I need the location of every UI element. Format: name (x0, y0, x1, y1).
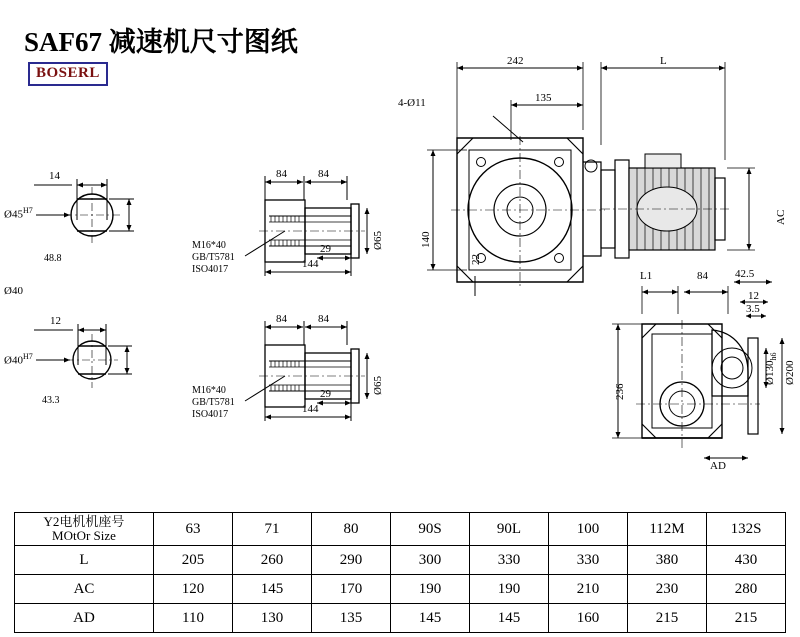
cell-L-5: 330 (549, 546, 628, 575)
side-dim-L1: L1 (640, 270, 653, 282)
shaft-bottom-bore: Ø40 (4, 354, 23, 367)
side-top-dia: Ø65 (372, 231, 384, 250)
shaft-bottom-bore-tol: H7 (22, 352, 33, 361)
shaft-top-key-width: 14 (49, 170, 60, 182)
cell-AD-4: 145 (470, 604, 549, 633)
cell-L-7: 430 (707, 546, 786, 575)
cell-L-4: 330 (470, 546, 549, 575)
table-col-5: 100 (549, 513, 628, 546)
side-dim-AD: AD (710, 460, 726, 472)
side-top-dim-144: 144 (302, 258, 319, 270)
table-col-7: 132S (707, 513, 786, 546)
side-dim-130 (764, 353, 778, 385)
shaft-top-bore-tol: H7 (22, 206, 33, 215)
cell-AD-6: 215 (628, 604, 707, 633)
side-top-dim-29: 29 (320, 243, 331, 255)
cell-L-0: 205 (154, 546, 233, 575)
side-dim-84: 84 (697, 270, 708, 282)
table-col-6: 112M (628, 513, 707, 546)
row-label-AD: AD (15, 604, 154, 633)
table-row (15, 575, 786, 604)
table-header-label (15, 513, 154, 546)
cell-AC-4: 190 (470, 575, 549, 604)
table-header-line2: MOtOr Size (52, 528, 116, 543)
front-dim-242: 242 (507, 55, 524, 67)
cell-L-6: 380 (628, 546, 707, 575)
side-top-std2: ISO4017 (192, 264, 229, 275)
table-col-1: 71 (233, 513, 312, 546)
shaft-top-height: 48.8 (44, 253, 62, 264)
table-row (15, 604, 786, 633)
cell-AD-2: 135 (312, 604, 391, 633)
cell-AD-5: 160 (549, 604, 628, 633)
side-top-std1: GB/T5781 (192, 252, 235, 263)
shaft-top-bore-label (4, 206, 33, 221)
cell-AC-5: 210 (549, 575, 628, 604)
side-dim-130-value: Ø130 (764, 360, 776, 385)
shaft-bottom-height: 43.3 (42, 395, 60, 406)
table-row (15, 546, 786, 575)
front-dim-L: L (660, 55, 667, 67)
motor-size-table (14, 512, 786, 633)
brand-logo: BOSERL (28, 62, 108, 86)
cell-AC-3: 190 (391, 575, 470, 604)
front-dim-22: 22 (470, 254, 482, 265)
cell-AC-2: 170 (312, 575, 391, 604)
side-dim-425: 42.5 (735, 268, 755, 280)
side-bottom-dim-29: 29 (320, 388, 331, 400)
row-label-L: L (15, 546, 154, 575)
shaft-top-bore: Ø45 (4, 208, 23, 221)
side-dim-236: 236 (614, 383, 626, 400)
cell-AC-1: 145 (233, 575, 312, 604)
side-bottom-dim-a: 84 (276, 313, 287, 325)
front-dim-AC: AC (775, 209, 787, 225)
table-body (15, 513, 786, 633)
cell-AC-6: 230 (628, 575, 707, 604)
side-top-dim-a: 84 (276, 168, 287, 180)
front-dim-135: 135 (535, 92, 552, 104)
cell-AD-1: 130 (233, 604, 312, 633)
page-title: SAF67 减速机尺寸图纸 (24, 27, 298, 57)
table-header-row (15, 513, 786, 546)
shaft-bottom-key-width: 12 (50, 315, 61, 327)
shaft-bottom-bore-label (4, 352, 33, 367)
side-dim-12: 12 (748, 290, 759, 302)
cell-AD-3: 145 (391, 604, 470, 633)
shaft-top-bore2: Ø40 (4, 285, 23, 297)
side-bottom-thread: M16*40 (192, 385, 226, 396)
cell-AD-7: 215 (707, 604, 786, 633)
side-bottom-dim-b: 84 (318, 313, 329, 325)
cell-AC-7: 280 (707, 575, 786, 604)
table-header-line1: Y2电机机座号 (43, 514, 125, 529)
cell-AD-0: 110 (154, 604, 233, 633)
cell-L-3: 300 (391, 546, 470, 575)
table-col-2: 80 (312, 513, 391, 546)
row-label-AC: AC (15, 575, 154, 604)
table-col-4: 90L (470, 513, 549, 546)
side-dim-130-tol: h6 (769, 352, 779, 361)
cell-AC-0: 120 (154, 575, 233, 604)
front-dim-140: 140 (420, 231, 432, 248)
side-bottom-dim-144: 144 (302, 403, 319, 415)
side-dim-200: Ø200 (784, 360, 796, 385)
side-bottom-std1: GB/T5781 (192, 397, 235, 408)
side-top-thread: M16*40 (192, 240, 226, 251)
side-dim-35: 3.5 (746, 303, 760, 315)
table-col-0: 63 (154, 513, 233, 546)
front-hole-note: 4-Ø11 (398, 97, 426, 109)
table-col-3: 90S (391, 513, 470, 546)
side-bottom-std2: ISO4017 (192, 409, 229, 420)
cell-L-2: 290 (312, 546, 391, 575)
cell-L-1: 260 (233, 546, 312, 575)
side-bottom-dia: Ø65 (372, 376, 384, 395)
side-top-dim-b: 84 (318, 168, 329, 180)
